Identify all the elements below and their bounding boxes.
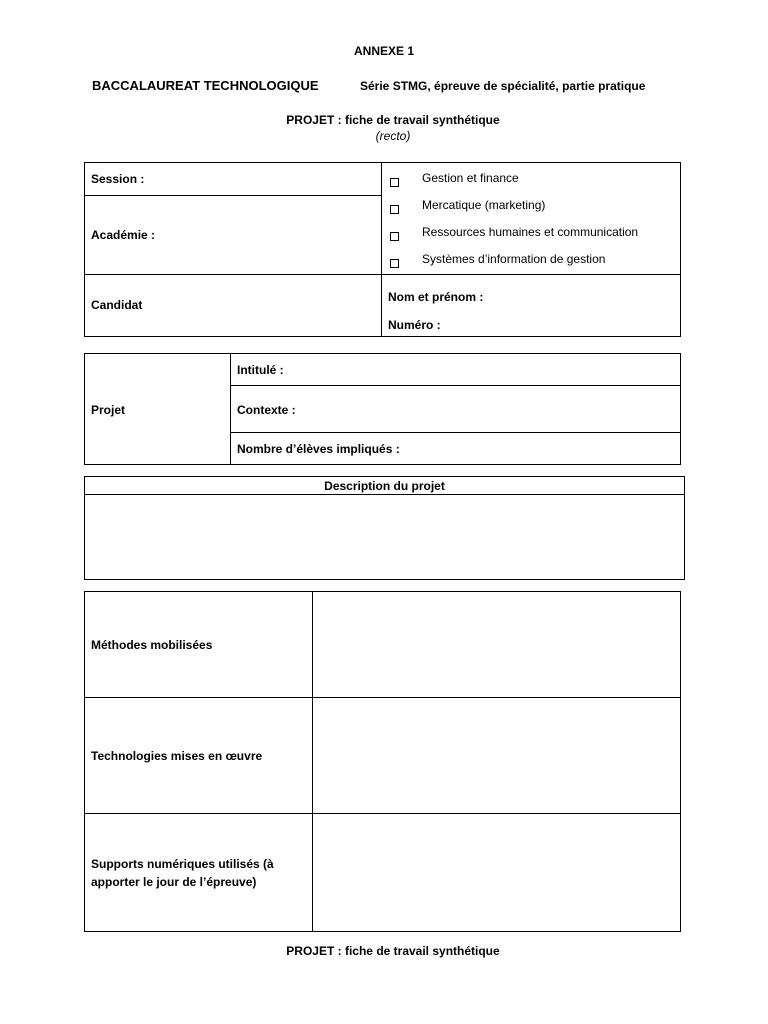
candidat-label: Candidat <box>91 298 143 312</box>
contexte-field[interactable] <box>305 390 676 428</box>
serie-subtitle: Série STMG, épreuve de spécialité, partie pratique <box>360 79 646 93</box>
academie-field[interactable] <box>165 200 376 270</box>
option-sig-label: Systèmes d’information de gestion <box>422 252 606 266</box>
identity-divider-candidat <box>84 274 681 275</box>
recto-label: (recto) <box>375 129 411 143</box>
numero-field[interactable] <box>450 312 675 332</box>
supports-field[interactable] <box>316 817 677 928</box>
methodes-field[interactable] <box>316 595 677 693</box>
project-divider-vertical <box>230 353 231 465</box>
option-mercatique-checkbox[interactable] <box>390 205 399 214</box>
methodes-label: Méthodes mobilisées <box>91 638 213 652</box>
details-divider-vertical <box>312 591 313 932</box>
nom-prenom-label: Nom et prénom : <box>388 290 484 304</box>
description-header: Description du projet <box>324 479 445 493</box>
intitule-field[interactable] <box>292 357 676 381</box>
details-divider-methodes <box>84 697 681 698</box>
description-field[interactable] <box>88 498 681 576</box>
identity-divider-vertical <box>381 162 382 337</box>
option-rh-communication-checkbox[interactable] <box>390 232 399 241</box>
option-gestion-finance-checkbox[interactable] <box>390 178 399 187</box>
details-divider-technologies <box>84 813 681 814</box>
project-sheet-title: PROJET : fiche de travail synthétique <box>286 113 500 127</box>
academie-label: Académie : <box>91 228 156 242</box>
bac-title: BACCALAUREAT TECHNOLOGIQUE <box>92 78 319 93</box>
supports-label-line2: apporter le jour de l’épreuve) <box>91 875 257 889</box>
identity-divider-session <box>84 195 381 196</box>
intitule-label: Intitulé : <box>237 363 284 377</box>
option-rh-communication-label: Ressources humaines et communication <box>422 225 639 239</box>
description-header-divider <box>84 494 685 495</box>
technologies-label: Technologies mises en œuvre <box>91 749 263 763</box>
session-label: Session : <box>91 172 145 186</box>
annexe-title: ANNEXE 1 <box>353 44 415 58</box>
numero-label: Numéro : <box>388 318 441 332</box>
option-sig-checkbox[interactable] <box>390 259 399 268</box>
project-divider-intitule <box>230 385 681 386</box>
session-field[interactable] <box>150 166 376 192</box>
nombre-eleves-field[interactable] <box>418 436 676 460</box>
nom-prenom-field[interactable] <box>495 284 675 304</box>
supports-label-line1: Supports numériques utilisés (à <box>91 857 274 871</box>
option-mercatique-label: Mercatique (marketing) <box>422 198 546 212</box>
nombre-eleves-label: Nombre d’élèves impliqués : <box>237 442 400 456</box>
project-divider-contexte <box>230 432 681 433</box>
contexte-label: Contexte : <box>237 403 296 417</box>
footer-title: PROJET : fiche de travail synthétique <box>286 944 500 958</box>
projet-label: Projet <box>91 403 126 417</box>
option-gestion-finance-label: Gestion et finance <box>422 171 519 185</box>
technologies-field[interactable] <box>316 701 677 809</box>
